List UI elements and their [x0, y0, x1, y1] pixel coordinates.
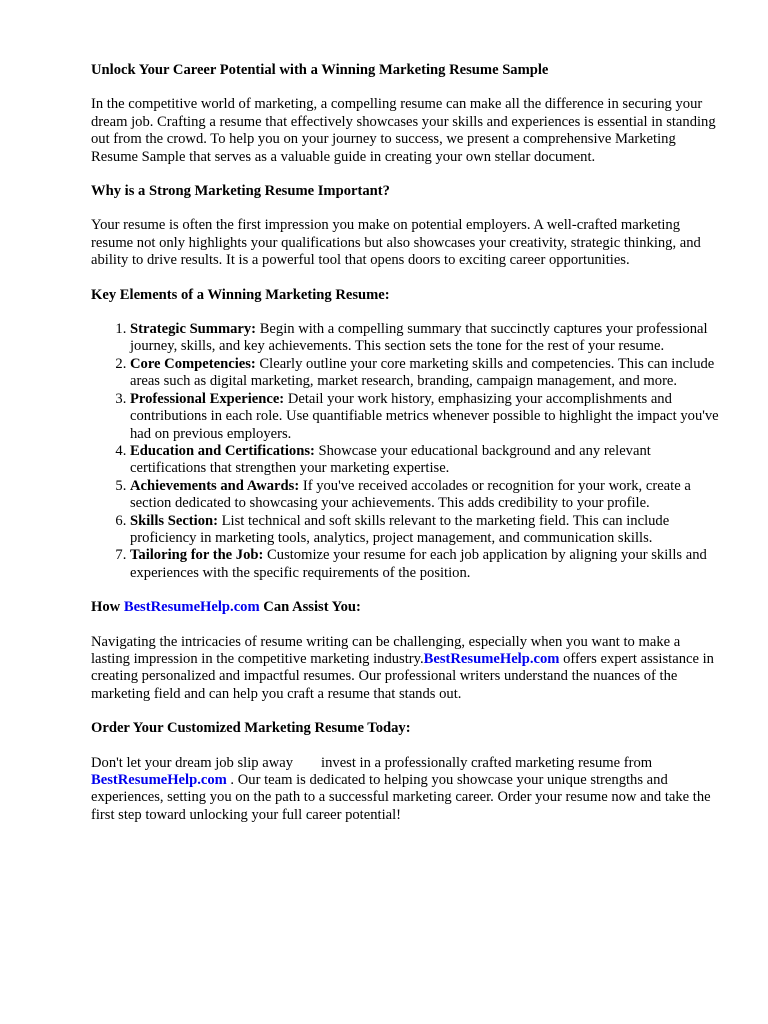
bestresumehelp-inline-link[interactable]: BestResumeHelp.com [423, 650, 560, 667]
list-item-text: Clearly outline your core marketing skills and competencies. This can include areas such as digital marketing, market research, branding, campaign management, and more. [130, 355, 715, 390]
list-item-term: Education and Certifications: [130, 442, 315, 459]
assist-text-after: offers expert assistance in creating personalized and impactful resumes. Our professional writers understand the nuances of the marketing field and can help you craft a resume that stands out. [91, 650, 714, 702]
section-heading-importance: Why is a Strong Marketing Resume Important? [91, 183, 390, 200]
bestresumehelp-order-link[interactable]: BestResumeHelp.com [91, 772, 227, 788]
list-item [130, 356, 721, 391]
list-item [130, 391, 721, 443]
order-text-after: . Our team is dedicated to helping you showcase your unique strengths and experiences, setting you on the path to a successful marketing career. Order your resume now and take the first step toward unlocking your full career potential! [91, 772, 711, 823]
list-item-text: List technical and soft skills relevant to the marketing field. This can include proficiency in marketing tools, analytics, project management, and communication skills. [130, 512, 670, 546]
list-item-term: Core Competencies: [130, 355, 256, 372]
list-item [130, 513, 721, 548]
list-item-term: Professional Experience: [130, 390, 285, 407]
document-content [91, 62, 721, 824]
section-heading-order: Order Your Customized Marketing Resume Today: [91, 720, 411, 737]
list-item [130, 478, 721, 513]
order-paragraph [91, 755, 721, 825]
list-item-text: Showcase your educational background and any relevant certifications that strengthen your marketing expertise. [130, 442, 651, 477]
list-item [130, 321, 721, 356]
importance-paragraph: Your resume is often the first impression you make on potential employers. A well-crafted marketing resume not only highlights your qualifications but also showcases your creativity, strategic thinking, and ability to drive results. It is a powerful tool that opens doors to exciting career opportunities. [91, 217, 701, 269]
list-item-text: If you've received accolades or recognition for your work, create a section dedicated to showcasing your achievements. This adds credibility to your profile. [130, 477, 691, 512]
list-item-term: Achievements and Awards: [130, 477, 300, 494]
section-heading-key-elements: Key Elements of a Winning Marketing Resume: [91, 286, 390, 303]
order-text-middle: invest in a professionally crafted marketing resume from [321, 754, 653, 771]
list-item [130, 547, 721, 582]
assist-paragraph [91, 634, 721, 704]
list-item-term: Tailoring for the Job: [130, 547, 264, 564]
list-item [130, 443, 721, 478]
list-item-text: Begin with a compelling summary that succinctly captures your professional journey, skills, and key achievements. This section sets the tone for the rest of your resume. [130, 321, 708, 355]
document-title: Unlock Your Career Potential with a Winning Marketing Resume Sample [91, 62, 549, 78]
bestresumehelp-heading-link[interactable]: BestResumeHelp.com [123, 599, 260, 616]
key-elements-list [91, 321, 721, 582]
assist-text-before: Navigating the intricacies of resume writing can be challenging, especially when you want to make a lasting impression in the competitive marketing industry. [91, 633, 681, 667]
list-item-term: Skills Section: [130, 512, 218, 529]
list-item-text: Detail your work history, emphasizing your accomplishments and contributions in each role. Use quantifiable metrics whenever possible to highlight the impact you've had on previous employers. [130, 390, 719, 442]
intro-paragraph: In the competitive world of marketing, a compelling resume can make all the difference in securing your dream job. Crafting a resume that effectively showcases your skills and experiences is essential in standing out from the crowd. To help you on your journey to success, we present a comprehensive Marketing Resume Sample that serves as a valuable guide in creating your own stellar document. [91, 96, 716, 165]
order-text-before: Don't let your dream job slip away [91, 754, 294, 771]
assist-heading-suffix: Can Assist You: [259, 599, 361, 616]
list-item-text: Customize your resume for each job application by aligning your skills and experiences with the specific requirements of the position. [130, 547, 707, 581]
section-heading-assist [91, 599, 721, 616]
list-item-term: Strategic Summary: [130, 321, 257, 338]
assist-heading-prefix: How [91, 599, 124, 616]
